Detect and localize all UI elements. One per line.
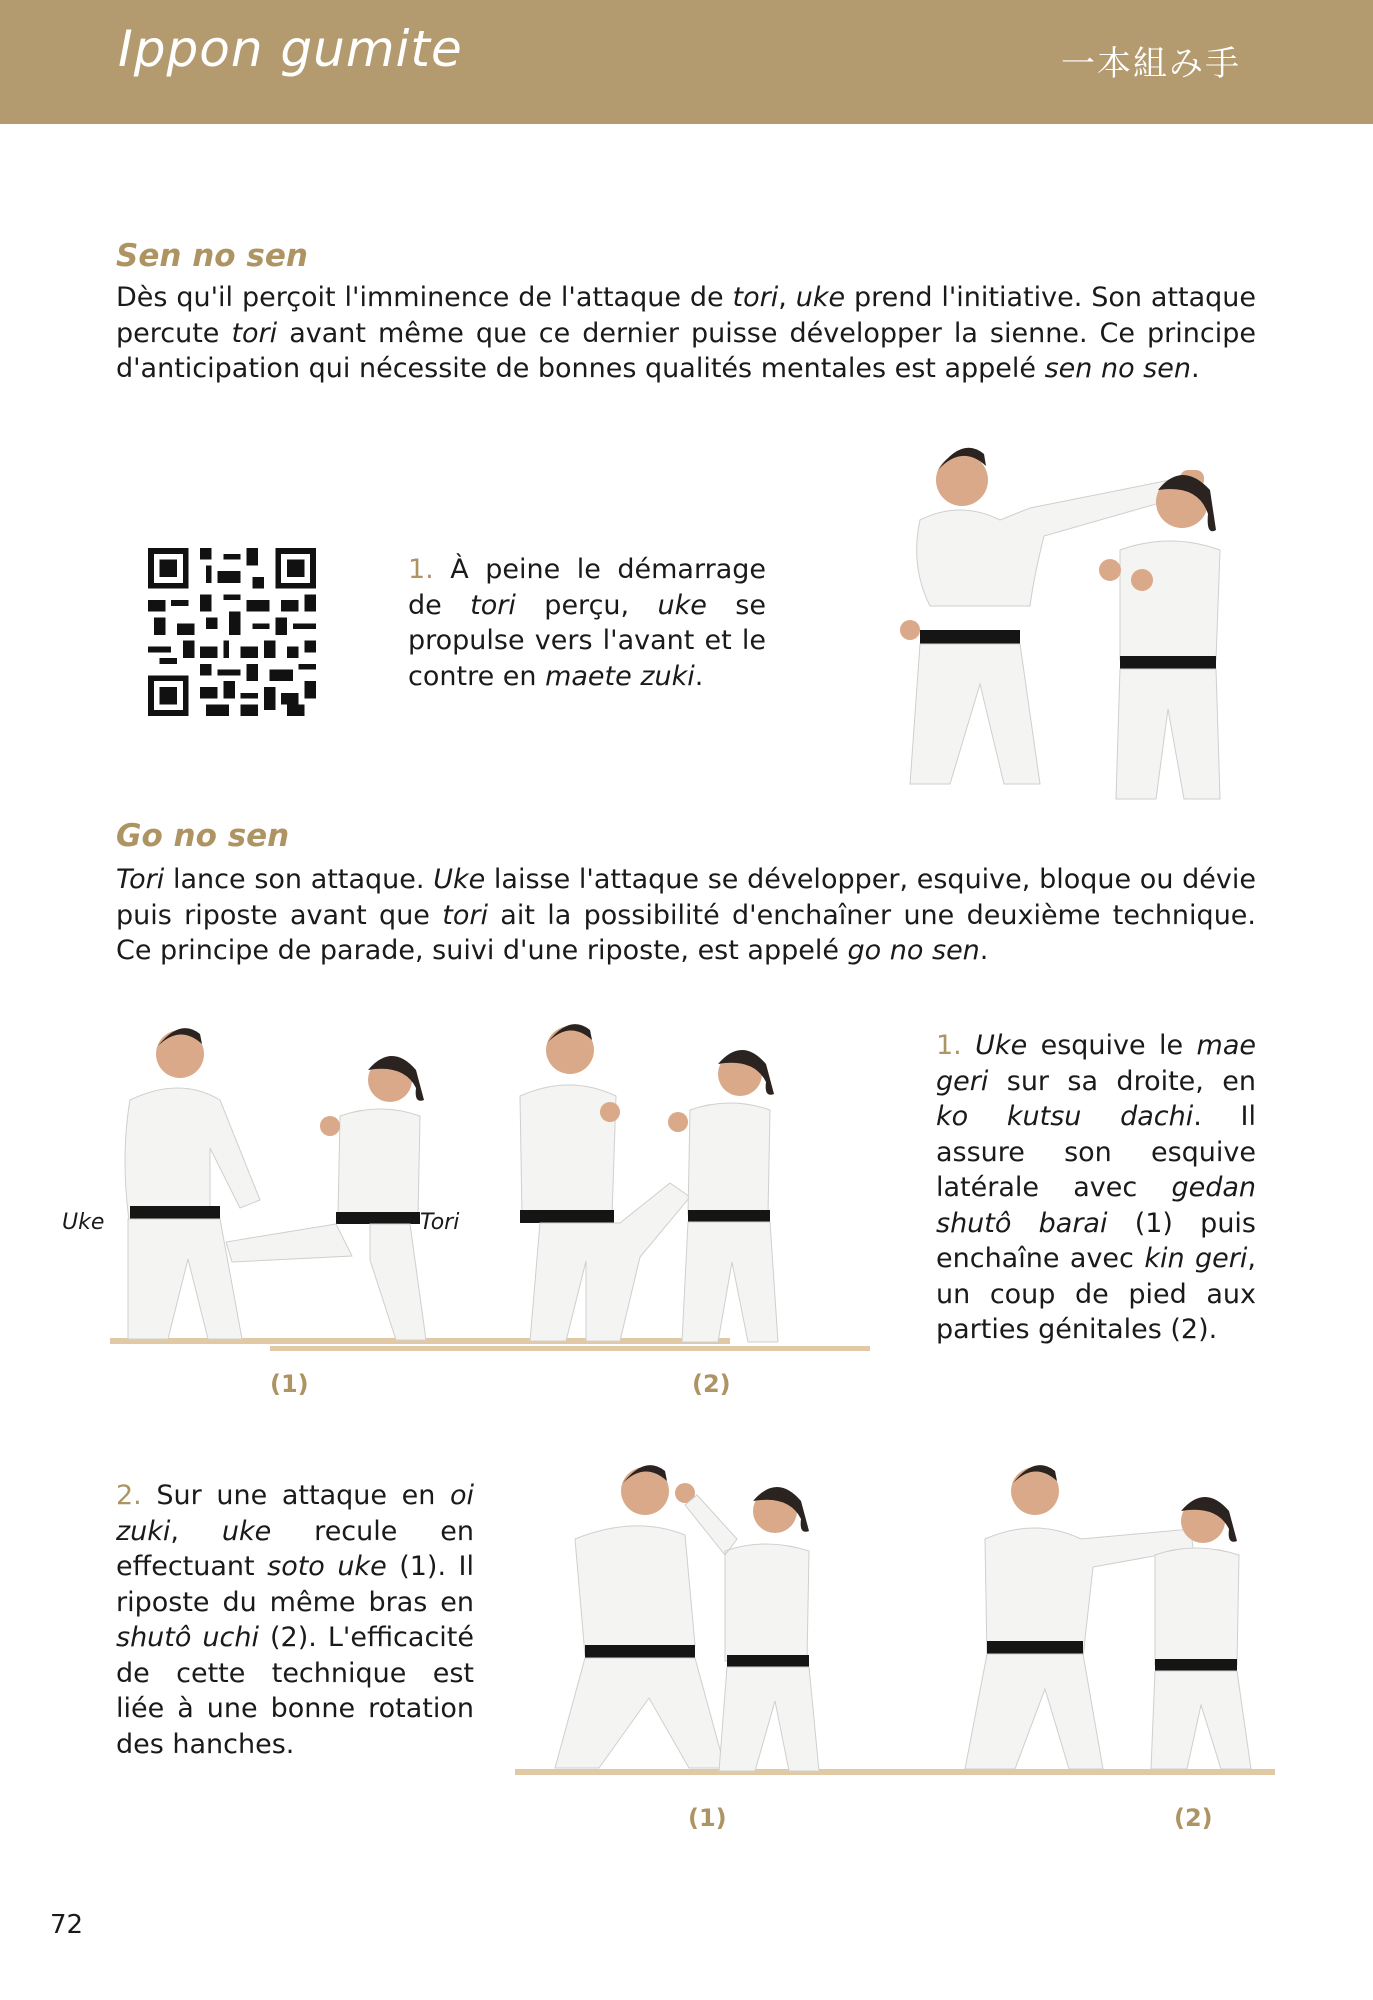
chapter-title: Ippon gumite	[118, 20, 463, 78]
caption-a-2: (2)	[692, 1370, 731, 1398]
label-uke: Uke	[62, 1210, 105, 1235]
go-no-sen-step-1: 1. Uke esquive le mae geri sur sa droite, en ko kutsu dachi. Il assure son esquive latérale avec gedan shutô barai (1) puis enchaîne avec kin geri, un coup de pied aux parties génitales (2).	[936, 1030, 1257, 1345]
photo-kin-geri-sequence	[100, 1020, 870, 1365]
sen-no-sen-paragraph: Dès qu'il perçoit l'imminence de l'attaque de tori, uke prend l'initiative. Son attaque percute tori avant même que ce dernier puisse développer la sienne. Ce principe d'anticipation qui nécessite de bonnes qualités mentales est appelé sen no sen.	[116, 282, 1256, 384]
sen-no-sen-step-1: 1. À peine le démarrage de tori perçu, uke se propulse vers l'avant et le contre en maete zuki.	[408, 554, 766, 692]
page-number: 72	[50, 1910, 84, 1940]
caption-a-1: (1)	[270, 1370, 309, 1398]
photo-shuto-uchi-sequence	[515, 1455, 1275, 1795]
caption-b-1: (1)	[688, 1804, 727, 1832]
chapter-kanji: 一本組み手	[1061, 44, 1241, 84]
label-tori: Tori	[420, 1210, 460, 1235]
photo-maete-zuki	[850, 440, 1230, 800]
qr-code-icon[interactable]	[148, 548, 316, 716]
caption-b-2: (2)	[1174, 1804, 1213, 1832]
go-no-sen-step-2: 2. Sur une attaque en oi zuki, uke recule en effectuant soto uke (1). Il riposte du même bras en shutô uchi (2). L'efficacité de cette technique est liée à une bonne rotation des hanches.	[116, 1480, 475, 1760]
figure-uke-step-1	[125, 1028, 260, 1339]
figure-uke-step-2	[520, 1024, 690, 1341]
go-no-sen-paragraph: Tori lance son attaque. Uke laisse l'attaque se développer, esquive, bloque ou dévie puis riposte avant que tori ait la possibilité d'enchaîner une deuxième technique. Ce principe de parade, suivi d'une riposte, est appelé go no sen.	[116, 864, 1256, 966]
page-header	[0, 0, 1373, 124]
heading-sen-no-sen: Sen no sen	[116, 238, 308, 274]
figure-tori	[1099, 475, 1220, 799]
heading-go-no-sen: Go no sen	[116, 818, 290, 854]
